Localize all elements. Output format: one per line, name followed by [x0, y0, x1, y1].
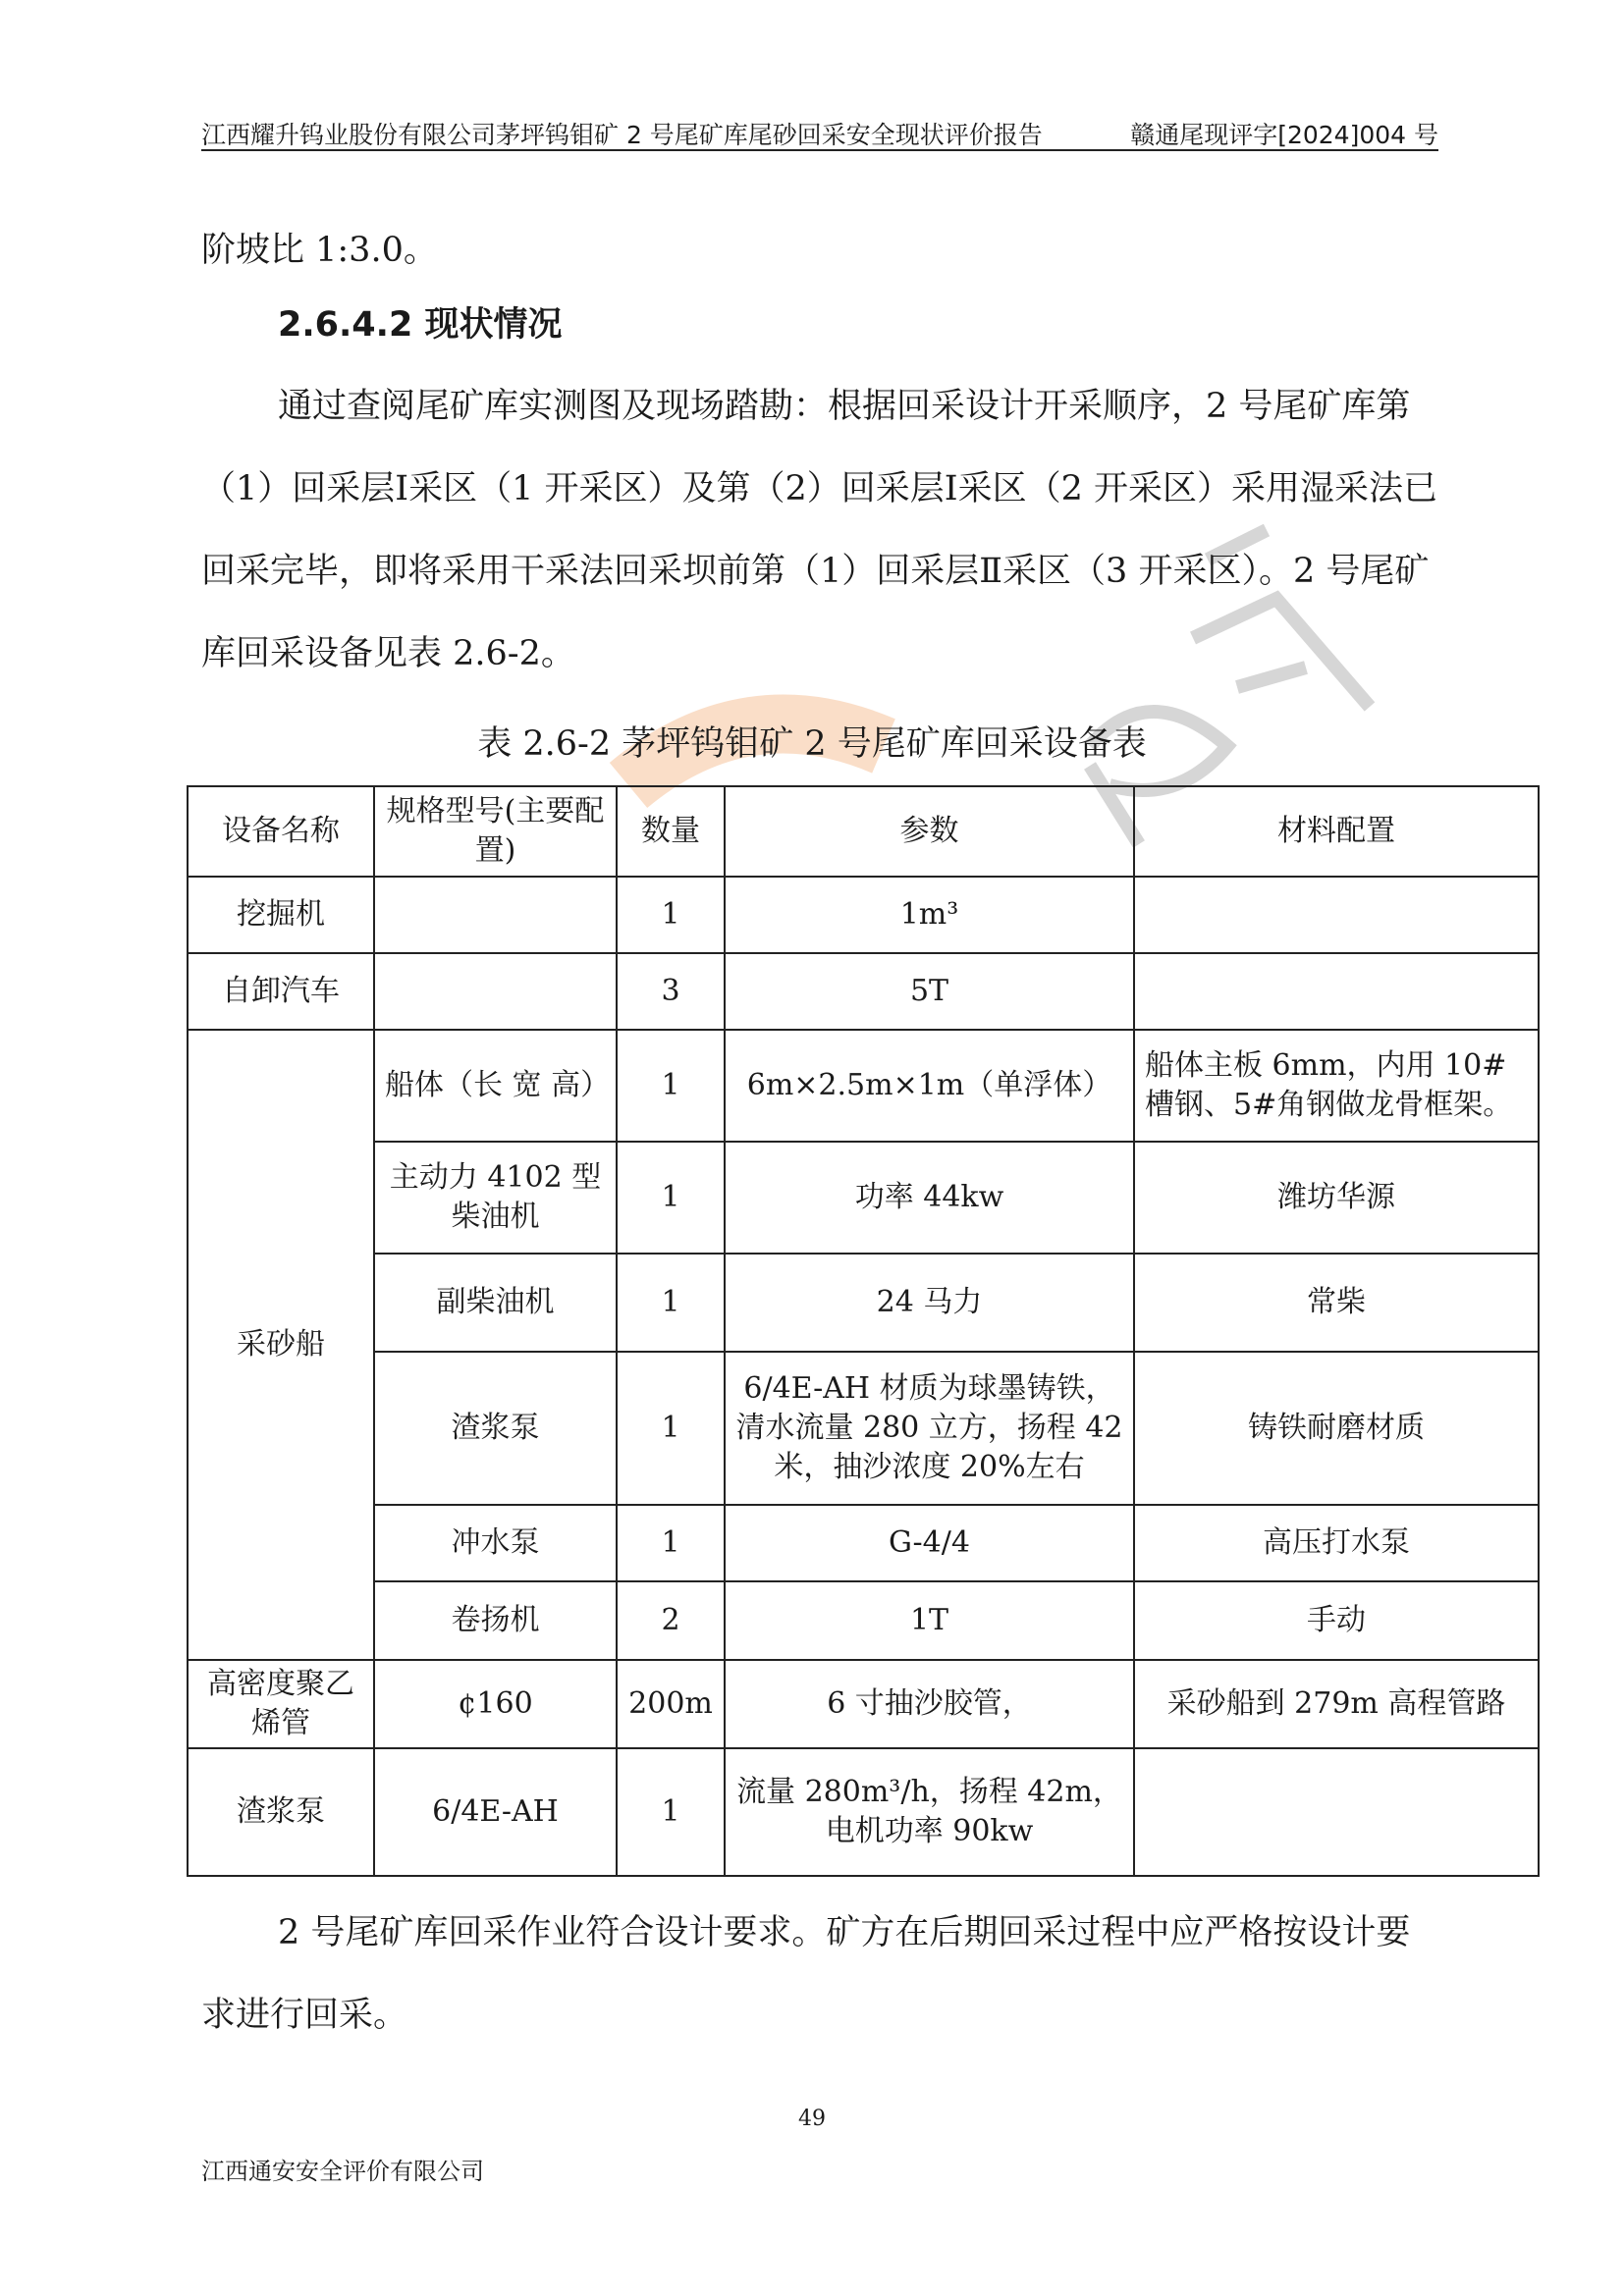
parameter-cell: 6/4E-AH 材质为球墨铸铁，清水流量 280 立方，扬程 42 米，抽沙浓度 20%左右: [725, 1352, 1134, 1505]
table-header-row: [188, 786, 1539, 877]
page-header: [201, 110, 1438, 151]
header-cell: 参数: [725, 786, 1134, 877]
table-row: [188, 1660, 1539, 1748]
equipment-name-cell: 自卸汽车: [188, 953, 374, 1030]
equipment-name-cell: 高密度聚乙烯管: [188, 1660, 374, 1748]
equipment-group-cell: 采砂船: [188, 1030, 374, 1660]
spec-cell: [374, 877, 617, 953]
header-title: 江西耀升钨业股份有限公司茅坪钨钼矿 2 号尾矿库尾砂回采安全现状评价报告: [201, 121, 1043, 149]
header-cell: 设备名称: [188, 786, 374, 877]
table-row: [188, 1352, 1539, 1505]
material-cell: 采砂船到 279m 高程管路: [1134, 1660, 1539, 1748]
material-cell: 手动: [1134, 1581, 1539, 1660]
spec-cell: 渣浆泵: [374, 1352, 617, 1505]
material-cell: 船体主板 6mm，内用 10#槽钢、5#角钢做龙骨框架。: [1134, 1030, 1539, 1142]
header-doc-number: 赣通尾现评字[2024]004 号: [1130, 121, 1438, 149]
material-cell: 常柴: [1134, 1254, 1539, 1352]
table-row: [188, 1505, 1539, 1581]
quantity-cell: 200m: [617, 1660, 725, 1748]
table-row: [188, 1142, 1539, 1254]
parameter-cell: 6 寸抽沙胶管，: [725, 1660, 1134, 1748]
material-cell: 潍坊华源: [1134, 1142, 1539, 1254]
quantity-cell: 1: [617, 1142, 725, 1254]
table-row: [188, 1748, 1539, 1876]
quantity-cell: 2: [617, 1581, 725, 1660]
section-heading: 2.6.4.2 现状情况: [278, 305, 563, 345]
quantity-cell: 1: [617, 1352, 725, 1505]
spec-cell: ¢160: [374, 1660, 617, 1748]
parameter-cell: 5T: [725, 953, 1134, 1030]
table-row: [188, 953, 1539, 1030]
material-cell: [1134, 877, 1539, 953]
spec-cell: 副柴油机: [374, 1254, 617, 1352]
conclusion-paragraph: 2 号尾矿库回采作业符合设计要求。矿方在后期回采过程中应严格按设计要求进行回采。: [201, 1913, 1411, 2035]
parameter-cell: 流量 280m³/h，扬程 42m，电机功率 90kw: [725, 1748, 1134, 1876]
table-row: [188, 1030, 1539, 1142]
equipment-table: [187, 785, 1540, 1877]
material-cell: 高压打水泵: [1134, 1505, 1539, 1581]
spec-cell: 船体（长 宽 高）: [374, 1030, 617, 1142]
parameter-cell: 1T: [725, 1581, 1134, 1660]
parameter-cell: 6m×2.5m×1m（单浮体）: [725, 1030, 1134, 1142]
material-cell: [1134, 1748, 1539, 1876]
material-cell: [1134, 953, 1539, 1030]
quantity-cell: 1: [617, 1505, 725, 1581]
quantity-cell: 1: [617, 877, 725, 953]
page-number: 49: [798, 2107, 826, 2131]
parameter-cell: 功率 44kw: [725, 1142, 1134, 1254]
body-paragraph: 通过查阅尾矿库实测图及现场踏勘：根据回采设计开采顺序，2 号尾矿库第（1）回采层Ⅰ采区（1 开采区）及第（2）回采层Ⅰ采区（2 开采区）采用湿采法已回采完毕，即将采用干采法回采坝前第（1）回采层Ⅱ采区（3 开采区）。2 号尾矿库回采设备见表 2.6-2。: [201, 387, 1437, 673]
parameter-cell: 24 马力: [725, 1254, 1134, 1352]
header-cell: 规格型号(主要配置): [374, 786, 617, 877]
quantity-cell: 1: [617, 1748, 725, 1876]
equipment-name-cell: 渣浆泵: [188, 1748, 374, 1876]
spec-cell: 6/4E-AH: [374, 1748, 617, 1876]
quantity-cell: 1: [617, 1030, 725, 1142]
parameter-cell: G-4/4: [725, 1505, 1134, 1581]
quantity-cell: 1: [617, 1254, 725, 1352]
table-row: [188, 1581, 1539, 1660]
spec-cell: 主动力 4102 型柴油机: [374, 1142, 617, 1254]
spec-cell: [374, 953, 617, 1030]
spec-cell: 冲水泵: [374, 1505, 617, 1581]
table-caption: 表 2.6-2 茅坪钨钼矿 2 号尾矿库回采设备表: [477, 724, 1147, 764]
quantity-cell: 3: [617, 953, 725, 1030]
header-cell: 材料配置: [1134, 786, 1539, 877]
footer-company: 江西通安安全评价有限公司: [201, 2158, 484, 2185]
spec-cell: 卷扬机: [374, 1581, 617, 1660]
intro-tail-text: 阶坡比 1:3.0。: [201, 231, 438, 270]
header-cell: 数量: [617, 786, 725, 877]
parameter-cell: 1m³: [725, 877, 1134, 953]
material-cell: 铸铁耐磨材质: [1134, 1352, 1539, 1505]
equipment-name-cell: 挖掘机: [188, 877, 374, 953]
table-row: [188, 1254, 1539, 1352]
table-row: [188, 877, 1539, 953]
